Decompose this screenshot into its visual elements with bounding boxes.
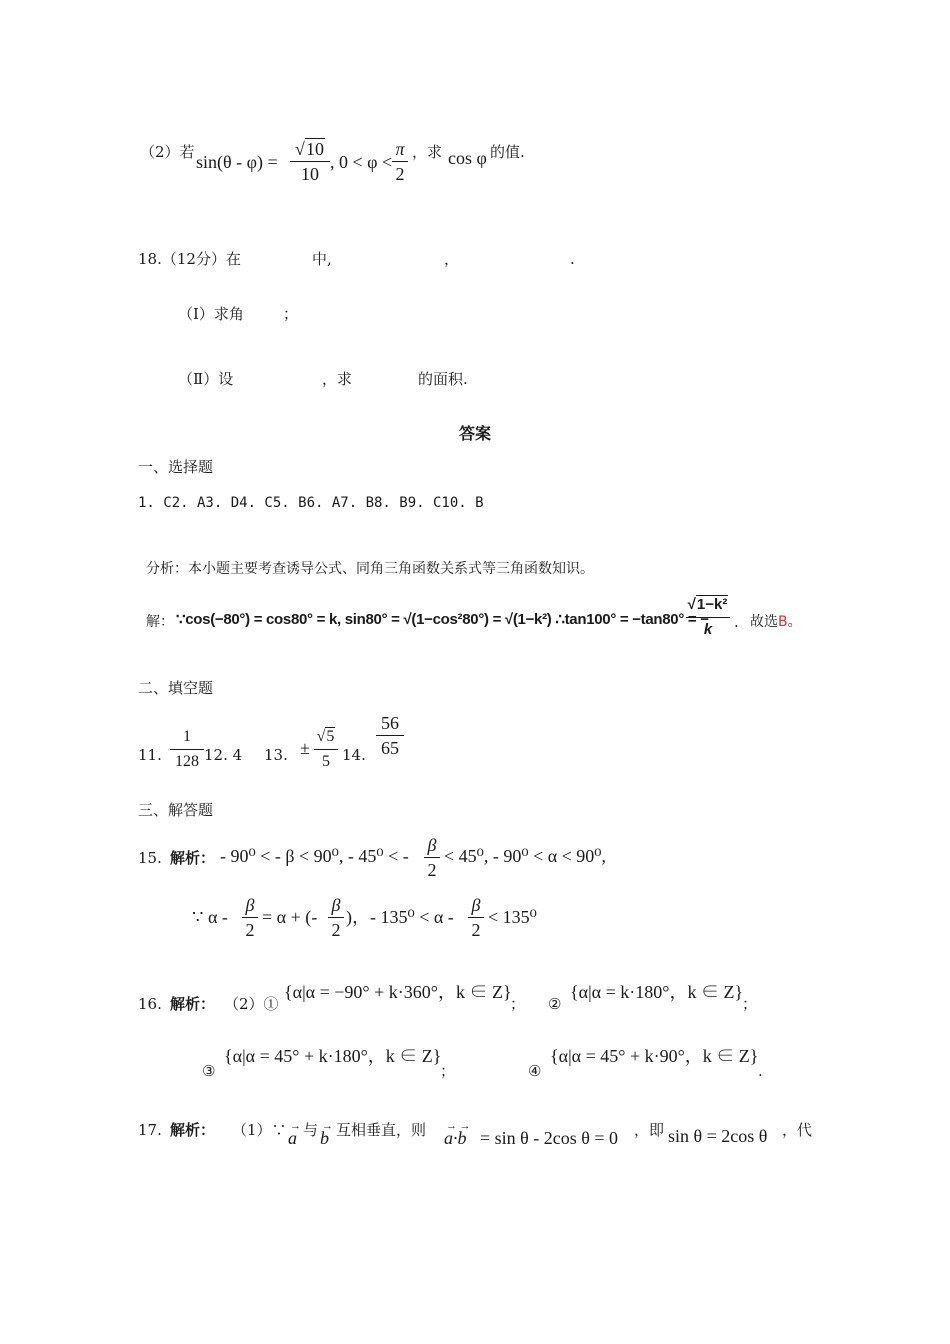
s17-with: 与 — [303, 1121, 319, 1139]
s15-two-2: 2 — [245, 920, 255, 940]
s16-label: 16. — [138, 995, 162, 1013]
s17-vec-b — [320, 1128, 329, 1148]
fill-11-num: 1 — [183, 728, 191, 745]
fill-11-den: 128 — [175, 753, 199, 770]
s16-sep3: ； — [440, 1062, 456, 1080]
s15-two-3: 2 — [331, 920, 341, 940]
s15-label: 15. — [138, 849, 162, 867]
s17-a: → a — [288, 1128, 297, 1148]
q17-part2-label: （2）若 — [140, 143, 195, 161]
s17-dot-b: → b — [458, 1128, 467, 1148]
fill-14-den: 65 — [381, 738, 399, 758]
s16-set1: {α|α = −90° + k·360°，k ∈ Z} — [284, 982, 512, 1002]
s17-perp: 互相垂直，则 — [336, 1121, 427, 1139]
q18-part2-mid: ，求 — [322, 370, 353, 388]
s17-dot-eq: = sin θ - 2cos θ = 0 — [480, 1128, 619, 1148]
solve-dot: . — [734, 613, 739, 631]
fill-13-sqrt: 5 — [326, 728, 335, 745]
q18-comma: ， — [444, 250, 460, 268]
solve-choice: B — [778, 614, 788, 630]
q17-two: 2 — [395, 164, 405, 184]
solve-tail — [750, 612, 802, 632]
s15-beta-3: β — [331, 895, 341, 915]
q18-part2: （Ⅱ）设 — [178, 370, 234, 388]
s15-line2b: = α + (- — [262, 907, 318, 927]
s16-sep4: . — [758, 1062, 763, 1080]
fill-11-label: 11. — [138, 746, 162, 764]
s15-line2d: < 135⁰ — [488, 907, 537, 927]
fill-13-pm: ± — [300, 738, 310, 758]
fill-13-fraction: √5 5 — [314, 726, 338, 773]
q17-den: 10 — [301, 164, 319, 184]
q17-pi-fraction — [392, 138, 408, 185]
q18-zhong: 中, — [312, 250, 332, 268]
analysis-text: 分析：本小题主要考查诱导公式、同角三角函数关系式等三角函数知识。 — [146, 561, 594, 577]
solve-sqrt: 1−k² — [696, 596, 728, 613]
fill-14-num: 56 — [381, 713, 399, 733]
s16-sep2: ； — [742, 995, 758, 1013]
s15-two-4: 2 — [471, 920, 481, 940]
q18-part1: （Ⅰ）求角 — [178, 305, 244, 323]
s17-eq2: sin θ = 2cos θ — [668, 1126, 768, 1146]
s15-line2a: ∵ α - — [192, 907, 228, 927]
s16-part: （2）① — [224, 995, 279, 1013]
s17-vec-a — [288, 1128, 297, 1148]
s15-beta-4: β — [471, 895, 481, 915]
q17-pi: π — [395, 139, 405, 159]
q17-sqrt-num: 10 — [305, 139, 324, 159]
fill-14-fraction — [376, 712, 404, 759]
s17-label: 17. — [138, 1121, 162, 1139]
s17-b: → b — [320, 1128, 329, 1148]
s15-eq1: - 90⁰ < - β < 90⁰, - 45⁰ < - — [220, 846, 409, 866]
choice-answers: 1. C2. A3. D4. C5. B6. A7. B8. B9. C10. B — [138, 495, 484, 511]
s16-c2: ② — [548, 995, 562, 1013]
q18-label: 18.（12分）在 — [138, 250, 241, 268]
solve-label: 解： — [146, 614, 174, 630]
section-fill-heading: 二、填空题 — [138, 679, 214, 697]
s15-bold: 解析： — [170, 849, 216, 867]
s16-sep1: ； — [510, 995, 526, 1013]
solve-fraction: √1−k² k — [686, 594, 730, 641]
q17-tail: 的值. — [490, 143, 525, 161]
fill-11-fraction — [170, 726, 204, 773]
fill-14-label: 14. — [342, 746, 366, 764]
s15-eq2: < 45⁰, - 90⁰ < α < 90⁰, — [444, 846, 607, 866]
section-solve-heading: 三、解答题 — [138, 801, 214, 819]
s15-frac3 — [328, 894, 344, 941]
section-choice-heading: 一、选择题 — [138, 458, 214, 476]
s17-dot-a: → a — [444, 1128, 453, 1148]
s16-set4: {α|α = 45° + k·90°，k ∈ Z} — [550, 1046, 759, 1066]
solve-end: 。 — [787, 614, 802, 630]
s15-two-1: 2 — [427, 860, 437, 880]
s15-beta-1: β — [427, 835, 437, 855]
s16-c4: ④ — [528, 1062, 542, 1080]
q17-cos: cos φ — [448, 148, 487, 168]
q18-part2-end: 的面积. — [418, 370, 468, 388]
q17-part2-fraction: √10 10 — [290, 138, 330, 185]
fill-12: 12. 4 — [204, 746, 243, 764]
answer-title: 答案 — [458, 424, 491, 443]
q17-mid: ，求 — [412, 143, 443, 161]
s17-bold: 解析： — [170, 1121, 216, 1139]
s15-frac4 — [468, 894, 484, 941]
s16-set3: {α|α = 45° + k·180°，k ∈ Z} — [224, 1046, 442, 1066]
s15-beta-2: β — [245, 895, 255, 915]
s15-frac2 — [242, 894, 258, 941]
q18-part1-end: ； — [283, 305, 299, 323]
solve-tail-text: 故选 — [750, 614, 778, 630]
s17-part: （1）∵ — [232, 1121, 287, 1139]
s17-dot: → a·→ b — [444, 1128, 467, 1148]
s15-frac1 — [424, 834, 440, 881]
fill-13-label: 13. — [264, 746, 288, 764]
q17-range: , 0 < φ < — [330, 152, 393, 172]
solve-k: k — [703, 621, 713, 638]
s17-dai: ，代 — [782, 1121, 813, 1139]
s16-bold: 解析： — [170, 995, 216, 1013]
s17-ji: ，即 — [634, 1121, 665, 1139]
s15-line2c: )，- 135⁰ < α - — [346, 907, 454, 927]
s16-set2: {α|α = k·180°，k ∈ Z} — [570, 982, 744, 1002]
solve-equation: ∵cos(−80°) = cos80° = k, sin80° = √(1−cos²80°) = √(1−k²) ∴tan100° = −tan80° = − — [176, 611, 709, 628]
fill-13-den: 5 — [322, 753, 330, 770]
s16-c3: ③ — [202, 1062, 216, 1080]
q17-part2-eq-lhs: sin(θ - φ) = — [196, 152, 278, 172]
q18-period: . — [570, 250, 575, 268]
